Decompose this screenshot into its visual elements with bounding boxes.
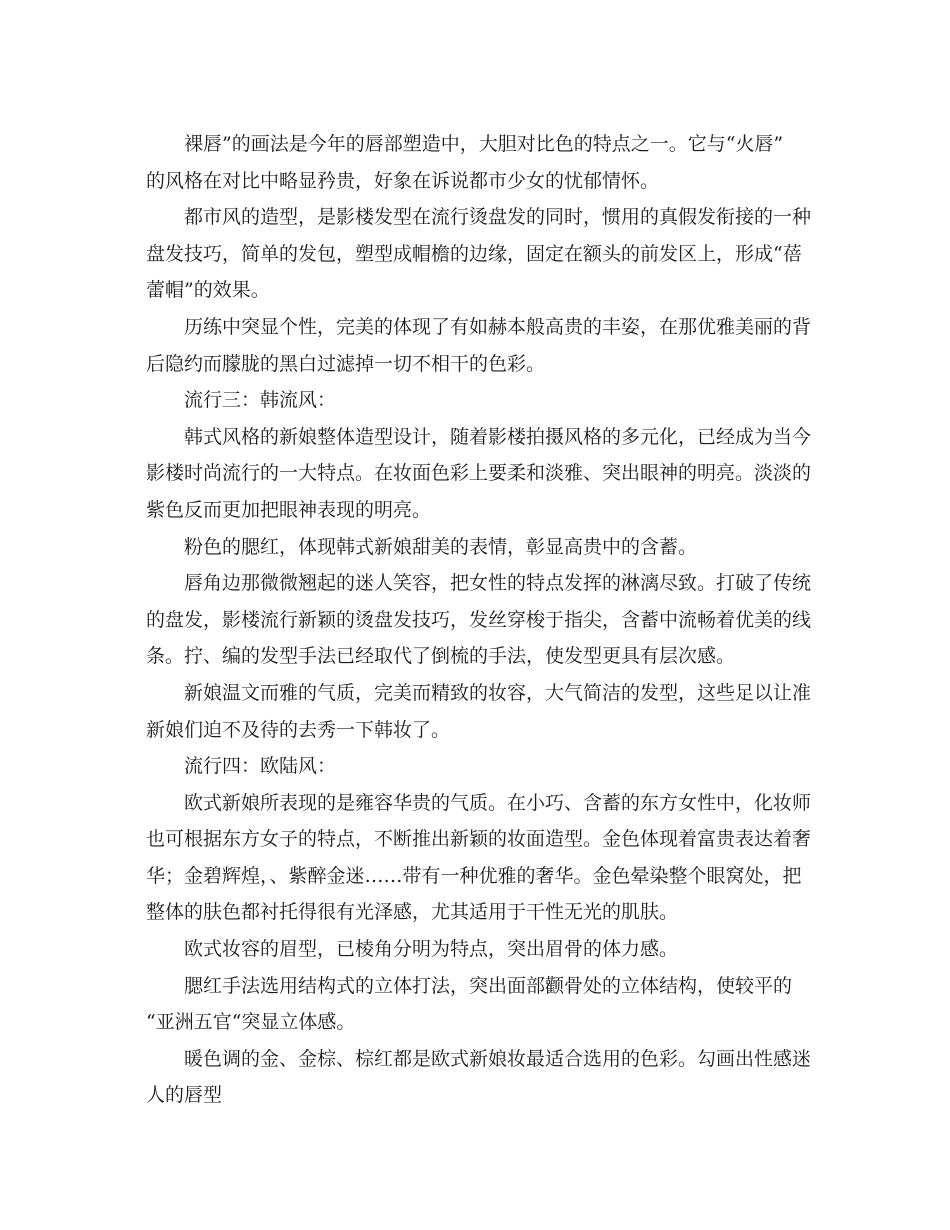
text-line: 也可根据东方女子的特点，不断推出新颖的妆面造型。金色体现着富贵表达着奢 bbox=[146, 828, 812, 851]
text-line: 裸唇”的画法是今年的唇部塑造中，大胆对比色的特点之一。它与“火唇” bbox=[184, 133, 784, 155]
text-line: 粉色的腮红，体现韩式新娘甜美的表情，彰显高贵中的含蓄。 bbox=[184, 535, 698, 558]
text-line: 人的唇型 bbox=[146, 1084, 223, 1107]
paragraph bbox=[146, 675, 812, 748]
text-line: 盘发技巧，简单的发包，塑型成帽檐的边缘，固定在额头的前发区上，形成“蓓 bbox=[146, 242, 802, 265]
text-line: 蕾帽”的效果。 bbox=[146, 279, 270, 302]
text-line: 华；金碧辉煌，、紫醉金迷……带有一种优雅的奢华。金色晕染整个眼窝处，把 bbox=[146, 864, 802, 887]
text-line: 流行三：韩流风： bbox=[184, 389, 337, 412]
text-line: 韩式风格的新娘整体造型设计，随着影楼拍摄风格的多元化，已经成为当今 bbox=[184, 425, 812, 448]
paragraph bbox=[146, 785, 812, 931]
text-line: 流行四：欧陆风： bbox=[184, 755, 337, 778]
text-line: 的盘发，影楼流行新颖的烫盘发技巧，发丝穿梭于指尖，含蓄中流畅着优美的线 bbox=[146, 608, 812, 631]
text-line: 暖色调的金、金棕、棕红都是欧式新娘妆最适合选用的色彩。勾画出性感迷 bbox=[184, 1047, 812, 1070]
paragraph bbox=[146, 748, 806, 785]
paragraph bbox=[146, 529, 806, 566]
text-line: 后隐约而朦胧的黑白过滤掉一切不相干的色彩。 bbox=[146, 352, 546, 375]
text-line: 都市风的造型，是影楼发型在流行烫盘发的同时，惯用的真假发衔接的一种 bbox=[184, 206, 812, 229]
text-line: 新娘们迫不及待的去秀一下韩妆了。 bbox=[146, 718, 451, 741]
paragraph bbox=[146, 382, 806, 419]
text-line: 条。拧、编的发型手法已经取代了倒梳的手法，使发型更具有层次感。 bbox=[146, 645, 736, 668]
text-line: 新娘温文而雅的气质，完美而精致的妆容，大气简洁的发型，这些足以让准 bbox=[184, 681, 812, 704]
paragraph bbox=[146, 1041, 812, 1114]
paragraph bbox=[146, 968, 806, 1041]
paragraph bbox=[146, 565, 812, 675]
paragraph bbox=[146, 309, 812, 382]
text-line: 影楼时尚流行的一大特点。在妆面色彩上要柔和淡雅、突出眼神的明亮。淡淡的 bbox=[146, 462, 812, 485]
text-line: 唇角边那微微翘起的迷人笑容，把女性的特点发挥的淋漓尽致。打破了传统 bbox=[184, 572, 812, 595]
text-line: 欧式妆容的眉型，已棱角分明为特点，突出眉骨的体力感。 bbox=[184, 938, 679, 961]
paragraph bbox=[146, 419, 812, 529]
paragraph bbox=[146, 199, 812, 309]
text-line: 腮红手法选用结构式的立体打法，突出面部颧骨处的立体结构，使较平的 bbox=[184, 974, 793, 997]
text-line: 的风格在对比中略显矜贵，好象在诉说都市少女的忧郁情怀。 bbox=[146, 169, 660, 192]
text-line: 整体的肤色都衬托得很有光泽感，尤其适用于干性无光的肌肤。 bbox=[146, 901, 679, 924]
paragraph bbox=[146, 126, 806, 199]
document-body bbox=[146, 126, 812, 1114]
paragraph bbox=[146, 931, 806, 968]
text-line: 欧式新娘所表现的是雍容华贵的气质。在小巧、含蓄的东方女性中，化妆师 bbox=[184, 791, 812, 814]
text-line: 历练中突显个性，完美的体现了有如赫本般高贵的丰姿，在那优雅美丽的背 bbox=[184, 315, 812, 338]
text-line: 紫色反而更加把眼神表现的明亮。 bbox=[146, 498, 432, 521]
text-line: “亚洲五官“突显立体感。 bbox=[146, 1011, 356, 1034]
